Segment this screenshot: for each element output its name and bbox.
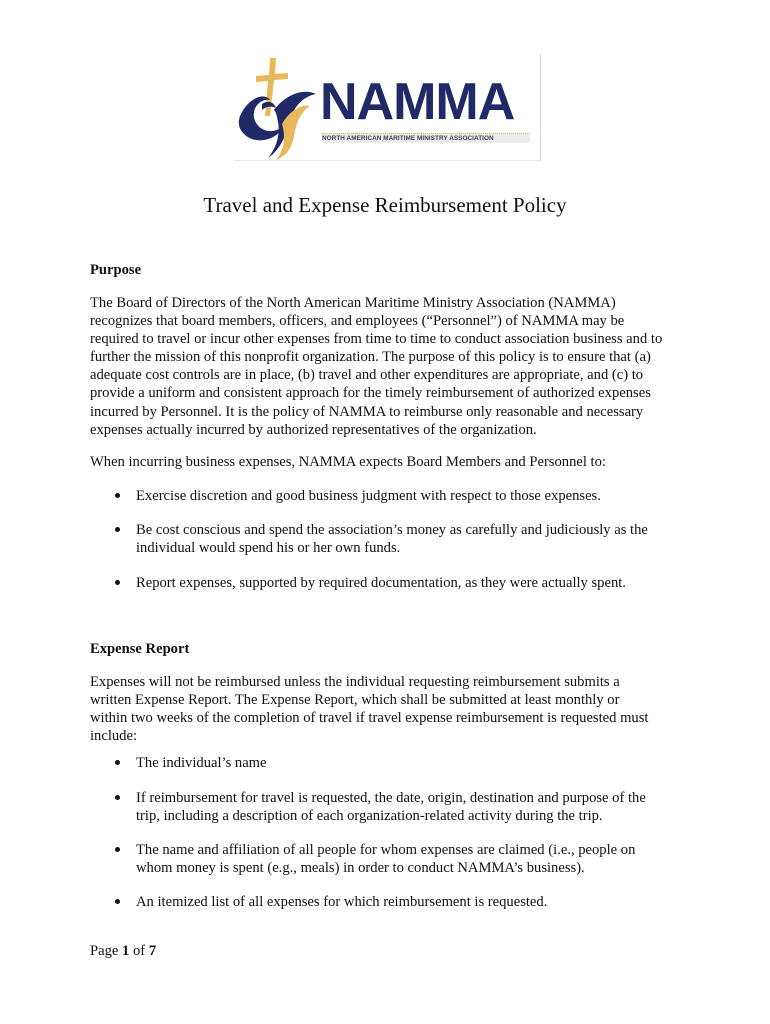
bullet-icon xyxy=(115,899,120,904)
purpose-intro: When incurring business expenses, NAMMA expects Board Members and Personnel to: xyxy=(90,454,606,470)
page-number: Page 1 of 7 xyxy=(90,943,157,959)
logo-tagline: NORTH AMERICAN MARITIME MINISTRY ASSOCIATION xyxy=(322,133,530,143)
bullet-icon xyxy=(115,760,120,765)
bullet-icon xyxy=(115,527,120,532)
bullet-icon xyxy=(115,580,120,585)
purpose-paragraph: The Board of Directors of the North American Maritime Ministry Association (NAMMA) recognizes that board members, officers, and employees (“Personnel”) of NAMMA may be required to travel or incur other expenses from time to time to conduct association business and to further the mission of this nonprofit organization. The purpose of this policy is to ensure that (a) adequate cost controls are in place, (b) travel and other expenditures are appropriate, and (c) to provide a uniform and consistent approach for the timely reimbursement of authorized expenses incurred by Personnel. It is the policy of NAMMA to reimburse only reasonable and necessary expenses actually incurred by authorized representatives of the organization. xyxy=(90,295,663,438)
expense-report-paragraph: Expenses will not be reimbursed unless the individual requesting reimbursement submits a written Expense Report. The Expense Report, which shall be submitted at least monthly or within two weeks of the completion of travel if travel expense reimbursement is requested must include: xyxy=(90,674,649,745)
document-page: NAMMA NORTH AMERICAN MARITIME MINISTRY ASSOCIATION Travel and Expense Reimbursement Policy Purpose The Board of Directors of the North American Maritime Ministry Association (NAMMA) recognizes that board members, officers, and employees (“Personnel”) of NAMMA may be required to travel or incur other expenses from time to time to conduct association business and to further the mission of this nonprofit organization. The purpose of this policy is to ensure that (a) adequate cost controls are in place, (b) travel and other expenditures are appropriate, and (c) to provide a uniform and consistent approach for the timely reimbursement of authorized expenses incurred by Personnel. It is the policy of NAMMA to reimburse only reasonable and necessary expenses actually incurred by authorized representatives of the organization. When incurring business expenses, NAMMA expects Board Members and Personnel to: Exercise discretion and good business judgment with respect to those expenses. Be cost conscious and spend the association’s money as carefully and judiciously as the individual would spend his or her own funds. Report expenses, supported by required documentation, as they were actually spent. Expense Report Expenses will not be reimbursed unless the individual requesting reimbursement submits a written Expense Report. The Expense Report, which shall be submitted at least monthly or within two weeks of the completion of travel if travel expense reimbursement is requested must include: The individual’s name If reimbursement for travel is requested, the date, origin, destination and purpose of the trip, including a description of each organization-related activity during the trip. The name and affiliation of all people for whom expenses are claimed (i.e., people on whom money is spent (e.g., meals) in order to conduct NAMMA’s business). An itemized list of all expenses for which reimbursement is requested. Page 1 of 7 xyxy=(0,0,770,1024)
namma-logo xyxy=(234,54,541,161)
bullet-icon xyxy=(115,847,120,852)
bullet-icon xyxy=(115,493,120,498)
section-heading-purpose: Purpose xyxy=(90,262,142,278)
document-title: Travel and Expense Reimbursement Policy xyxy=(203,193,567,217)
section-heading-expense-report: Expense Report xyxy=(90,641,190,657)
logo-wordmark: NAMMA xyxy=(320,73,515,131)
bullet-icon xyxy=(115,795,120,800)
cross-wave-emblem-icon xyxy=(234,54,324,160)
